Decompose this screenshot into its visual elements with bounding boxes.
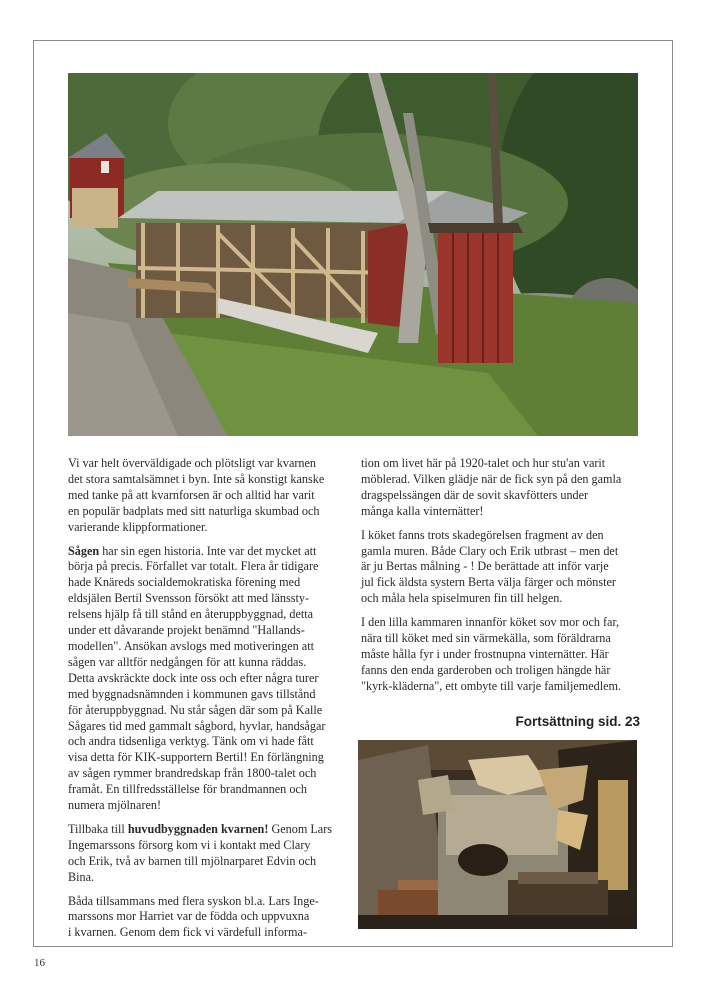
text-line: Båda tillsammans med flera syskon bl.a. Lars Inge- bbox=[68, 893, 319, 908]
text-line: "kyrk-kläderna", ett ombyte till varje familjemedlem. bbox=[361, 678, 622, 693]
text-line: med tanke på att kvarnforsen är och alltid har varit bbox=[68, 487, 315, 502]
paragraph bbox=[361, 528, 637, 608]
text-run: har sin egen historia. Inte var det mycket att bbox=[99, 543, 317, 558]
paragraph bbox=[68, 894, 344, 942]
continuation-note: Fortsättning sid. 23 bbox=[515, 714, 640, 729]
bold-lead: huvudbyggnaden kvarnen! bbox=[127, 821, 269, 836]
paragraph bbox=[68, 456, 344, 536]
text-run: Genom Lars bbox=[268, 821, 333, 836]
text-line: möblerad. Vilken glädje när de fick syn på den gamla bbox=[361, 471, 622, 486]
text-line: många kalla vinternätter! bbox=[361, 503, 484, 518]
text-line: nära till köket med sin värmekälla, som föräldrarna bbox=[361, 631, 611, 646]
text-line: under ett dåvarande projekt benämnd "Hallands- bbox=[68, 623, 305, 638]
text-run: Tillbaka till bbox=[68, 821, 128, 836]
text-line: Bina. bbox=[68, 869, 95, 884]
bold-lead: Sågen bbox=[68, 543, 100, 558]
left-text-column bbox=[68, 456, 344, 949]
right-text-column bbox=[361, 456, 637, 703]
text-line: sågen var alltför nedgången för att kunna räddas. bbox=[68, 654, 307, 669]
text-line: dragspelssängen där de sovit skavfötters under bbox=[361, 487, 589, 502]
text-line: tion om livet här på 1920-talet och hur stu'an varit bbox=[361, 456, 606, 470]
paragraph bbox=[68, 822, 344, 886]
text-line: är ju Bertas målning - ! De berättade att inför varje bbox=[361, 559, 609, 574]
text-line: jul fick äldsta systern Berta välja färger och mönster bbox=[361, 575, 616, 590]
text-line: numera mjölnaren! bbox=[68, 798, 162, 813]
text-line: modellen". Ansökan avslogs med motiveringen att bbox=[68, 638, 314, 653]
text-line: I köket fanns trots skadegörelsen fragment av den bbox=[361, 527, 604, 542]
text-line: i kvarnen. Genom dem fick vi värdefull informa- bbox=[68, 925, 307, 940]
text-line: varierande klippformationer. bbox=[68, 519, 208, 534]
text-line: Ingemarssons försorg kom vi i kontakt med Clary bbox=[68, 837, 311, 852]
text-line: hade Knäreds socialdemokratiska förening med bbox=[68, 575, 301, 590]
text-line bbox=[68, 544, 344, 560]
paragraph bbox=[361, 456, 637, 520]
text-line: Vi var helt överväldigade och plötsligt var kvarnen bbox=[68, 456, 317, 470]
text-line: och måla hela spiselmuren fin till helgen. bbox=[361, 591, 563, 606]
text-line: börja på precis. Förfallet var totalt. Flera år tidigare bbox=[68, 559, 319, 574]
text-line: av sågen rymmer brandredskap från 1800-talet och bbox=[68, 766, 317, 781]
text-line: Sågares tid med gammalt sågbord, hyvlar, handsågar bbox=[68, 718, 326, 733]
text-line: måste hålla fyr i under frostnupna vinternätter. Här bbox=[361, 646, 609, 661]
text-line: gamla muren. Både Clary och Erik utbrast – men det bbox=[361, 543, 619, 558]
sawmill-photo bbox=[68, 73, 638, 436]
page-number: 16 bbox=[34, 957, 45, 969]
text-line: en populär badplats med sitt naturliga skumbad och bbox=[68, 503, 320, 518]
text-line: och andra tidsenliga verktyg. Tänk om vi hade fått bbox=[68, 734, 314, 749]
text-line: och Erik, två av barnen till mjölnarparet Edvin och bbox=[68, 853, 317, 868]
text-line: för återuppbyggnad. Nu står sågen där som på Kalle bbox=[68, 702, 323, 717]
kitchen-hearth-photo bbox=[358, 740, 637, 929]
text-line bbox=[68, 822, 344, 838]
paragraph bbox=[361, 615, 637, 695]
text-line: marssons mor Harriet var de födda och uppvuxna bbox=[68, 909, 310, 924]
text-line: fanns den enda garderoben och troligen hängde här bbox=[361, 662, 611, 677]
text-line: relsens hjälp få till stånd en återuppbyggnad, detta bbox=[68, 607, 314, 622]
text-line: I den lilla kammaren innanför köket sov mor och far, bbox=[361, 615, 620, 630]
text-line: med byggnadsnämnden i kommunen gavs tillstånd bbox=[68, 686, 316, 701]
text-line: eldsjälen Bertil Svensson försökt att med länssty- bbox=[68, 591, 310, 606]
text-line: det stora samtalsämnet i byn. Inte så konstigt kanske bbox=[68, 471, 325, 486]
text-line: visa detta för KIK-supportern Bertil! En förlängning bbox=[68, 750, 324, 765]
text-line: framåt. En tillfredsställelse för brandmannen och bbox=[68, 782, 307, 797]
text-line: Detta avskräckte dock inte oss och efter några turer bbox=[68, 670, 319, 685]
paragraph bbox=[68, 544, 344, 814]
